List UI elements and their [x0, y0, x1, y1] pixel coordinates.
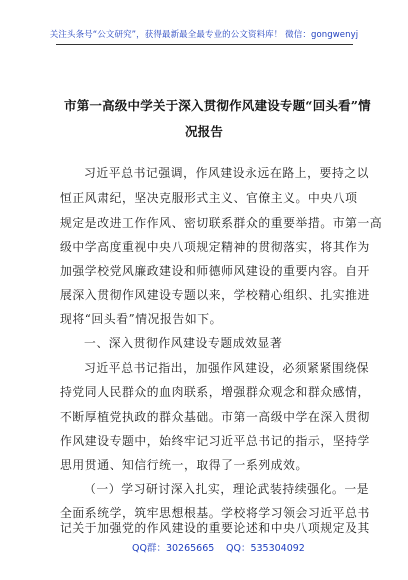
body-line: 习近平总书记指出，加强作风建设，必须紧紧围绕保: [84, 361, 370, 375]
body-line: 不断厚植党执政的群众基础。市第一高级中学在深入贯彻: [60, 410, 370, 424]
body-line: 全面系统学，筑牢思想根基。学校将学习领会习近平总书: [60, 506, 370, 520]
footer-qq-contact: QQ：535304092: [226, 543, 305, 554]
body-line: 加强学校党风廉政建设和师德师风建设的重要内容。自开: [60, 264, 370, 278]
header-divider: [56, 44, 353, 45]
body-line: 规定是改进工作作风、密切联系群众的重要举措。市第一高: [60, 216, 383, 230]
body-line: 记关于加强党的作风建设的重要论述和中央八项规定及其: [60, 521, 370, 535]
body-line: 作风建设专题中，始终牢记习近平总书记的指示，坚持学: [60, 434, 370, 448]
section-heading: 一、深入贯彻作风建设专题成效显著: [84, 336, 283, 350]
body-line: 恒正风肃纪，坚决克服形式主义、官僚主义。中央八项: [60, 191, 358, 205]
body-line: 现将“回头看”情况报告如下。: [60, 312, 223, 326]
promo-header: 关注头条号“公文研究”，获得最新最全最专业的公文资料库！ 微信：gongwenyj: [49, 30, 359, 40]
body-line: 级中学高度重视中央八项规定精神的贯彻落实，将其作为: [60, 240, 370, 254]
body-line: 展深入贯彻作风建设专题以来，学校精心组织、扎实推进: [60, 288, 370, 302]
body-line: 思用贯通、知信行统一，取得了一系列成效。: [60, 458, 308, 472]
document-title-line-2: 况报告: [184, 124, 224, 139]
document-title-line-1: 市第一高级中学关于深入贯彻作风建设专题“回头看”情: [64, 98, 371, 113]
subsection-heading: （一）学习研讨深入扎实，理论武装持续强化。一是: [84, 482, 370, 496]
footer-qq-group: QQ群：30265665: [132, 543, 215, 554]
body-line: 习近平总书记强调，作风建设永远在路上，要持之以: [84, 166, 370, 180]
body-line: 持党同人民群众的血肉联系，增强群众观念和群众感情，: [60, 385, 370, 399]
